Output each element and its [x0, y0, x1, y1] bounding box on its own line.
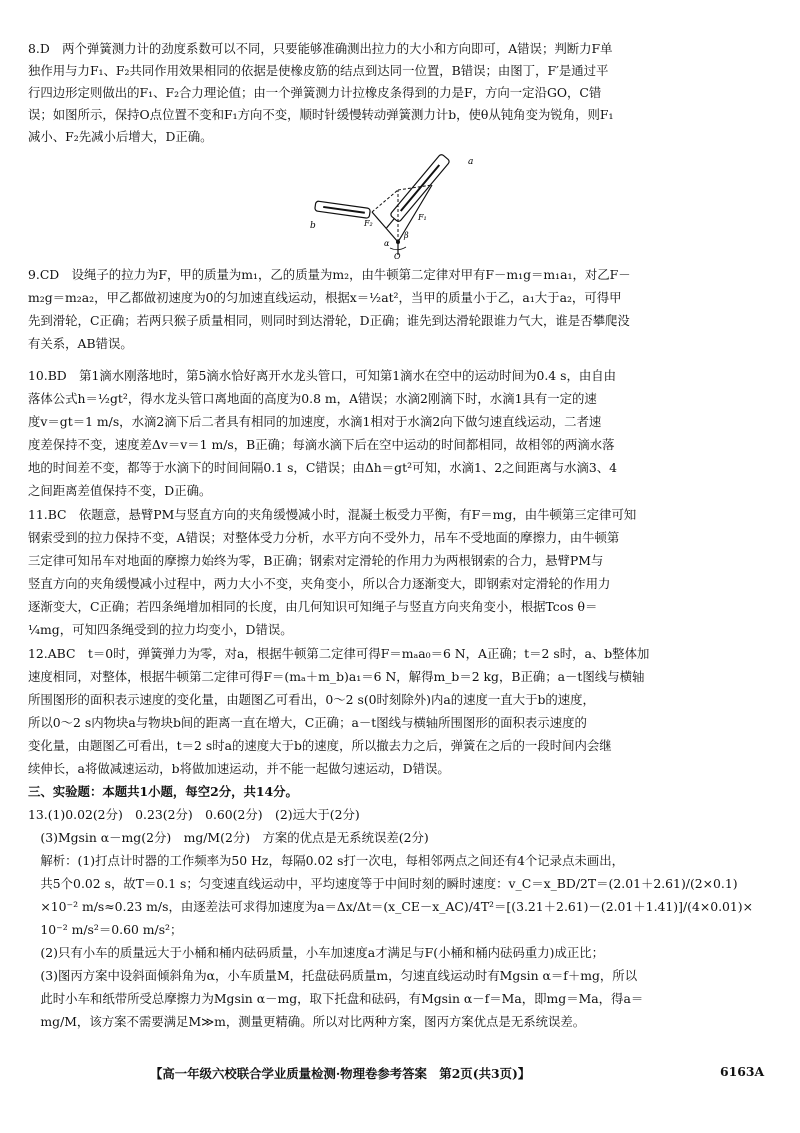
text-line: 之间距离差值保持不变，D正确。 [28, 483, 212, 498]
text-line: 有关系，AB错误。 [28, 336, 133, 351]
footer-code: 6163A [720, 1064, 765, 1079]
label-F2: F₂ [364, 219, 373, 228]
spring-scale-b [315, 201, 371, 219]
text-line: (3)Mgsin α－mg(2分) mg/M(2分) 方案的优点是无系统误差(2分) [28, 830, 429, 845]
label-alpha: α [384, 239, 390, 248]
label-beta: β [404, 231, 409, 240]
text-line: 钢索受到的拉力保持不变，A错误；对整体受力分析，水平方向不受外力，吊车不受地面的摩擦力，由牛顿第 [28, 530, 620, 545]
text-line: 13.(1)0.02(2分) 0.23(2分) 0.60(2分) (2)远大于(2分) [28, 807, 360, 822]
text-line: 10.BD 第1滴水刚落地时，第5滴水恰好离开水龙头管口，可知第1滴水在空中的运动时间为0.4 s，由自由 [28, 368, 617, 383]
text-line: mg/M，该方案不需要满足M≫m，测量更精确。所以对比两种方案，图丙方案优点是无系统误差。 [28, 1014, 586, 1029]
label-b: b [310, 221, 316, 231]
text-line: 所以0～2 s内物块a与物块b间的距离一直在增大，C正确；a－t图线与横轴所围图形的面积表示速度的 [28, 715, 587, 730]
text-line: 续伸长，a将做减速运动，b将做加速运动，并不能一起做匀速运动，D错误。 [28, 761, 450, 776]
footer-title: 【高一年级六校联合学业质量检测·物理卷参考答案 第2页(共3页)】 [150, 1066, 531, 1081]
text-line: 度v＝gt＝1 m/s，水滴2滴下后二者具有相同的加速度，水滴1相对于水滴2向下做匀速直线运动，二者速 [28, 414, 602, 429]
text-line: (2)只有小车的质量远大于小桶和桶内砝码质量，小车加速度a才满足与F(小桶和桶内砝码重力)成正比； [28, 945, 605, 960]
text-line: 解析：(1)打点计时器的工作频率为50 Hz，每隔0.02 s打一次电，每相邻两点之间还有4个记录点未画出， [28, 853, 624, 868]
text-line: 减小、F₂先减小后增大，D正确。 [28, 129, 213, 144]
text-line: 先到滑轮，C正确；若两只猴子质量相同，则同时到达滑轮，D正确；谁先到达滑轮跟谁力气大，谁是否攀爬没 [28, 313, 630, 328]
text-line: ×10⁻² m/s≈0.23 m/s，由逐差法可求得加速度为a＝Δx/Δt＝(x_CE－x_AC)/4T²＝[(3.21＋2.61)－(2.01＋1.41)]/(4×0.01)× [28, 899, 754, 914]
text-line: 行四边形定则做出的F₁、F₂合力理论值；由一个弹簧测力计拉橡皮条得到的力是F，方向一定沿GO，C错 [28, 85, 602, 100]
text-line: 8.D 两个弹簧测力计的劲度系数可以不同，只要能够准确测出拉力的大小和方向即可，A错误；判断力F单 [28, 41, 613, 56]
text-line: 共5个0.02 s，故T＝0.1 s；匀变速直线运动中，平均速度等于中间时刻的瞬时速度：v_C＝x_BD/2T＝(2.01＋2.61)/(2×0.1) [28, 876, 738, 891]
label-O: O [394, 252, 401, 260]
text-line: 速度相同，对整体，根据牛顿第二定律可得F＝(mₐ＋m_b)a₁＝6 N，解得m_b＝2 kg，B正确；a－t图线与横轴 [28, 669, 645, 684]
text-line: m₂g＝m₂a₂，甲乙都做初速度为0的匀加速直线运动，根据x＝½at²，当甲的质量小于乙，a₁大于a₂，可得甲 [28, 290, 622, 305]
text-line: 竖直方向的夹角缓慢减小过程中，两力大小不变，夹角变小，所以合力逐渐变大，即钢索对定滑轮的作用力 [28, 576, 611, 591]
text-line: 变化量，由题图乙可看出，t＝2 s时a的速度大于b的速度，所以撤去力之后，弹簧在之后的一段时间内会继 [28, 738, 612, 753]
text-line: 12.ABC t＝0时，弹簧弹力为零，对a，根据牛顿第二定律可得F＝mₐa₀＝6 N，A正确；t＝2 s时，a、b整体加 [28, 646, 650, 661]
text-line: 误；如图所示，保持O点位置不变和F₁方向不变，顺时针缓慢转动弹簧测力计b，使θ从钝角变为锐角，则F₁ [28, 107, 614, 122]
text-line: (3)图丙方案中设斜面倾斜角为α，小车质量M，托盘砝码质量m，匀速直线运动时有Mgsin α＝f＋mg，所以 [28, 968, 638, 983]
text-line: 独作用与力F₁、F₂共同作用效果相同的依据是使橡皮筋的结点到达同一位置，B错误；由图丁，F′是通过平 [28, 63, 609, 78]
text-line: ¼mg，可知四条绳受到的拉力均变小，D错误。 [28, 622, 293, 637]
text-line: 11.BC 依题意，悬臂PM与竖直方向的夹角缓慢减小时，混凝土板受力平衡，有F＝mg，由牛顿第三定律可知 [28, 507, 637, 522]
text-line: 地的时间差不变，都等于水滴下的时间间隔0.1 s，C错误；由Δh＝gt²可知，水滴1、2之间距离与水滴3、4 [28, 460, 618, 475]
label-F1: F₁ [418, 213, 427, 222]
text-line: 三定律可知吊车对地面的摩擦力始终为零，B正确；钢索对定滑轮的作用力为两根钢索的合力，悬臂PM与 [28, 553, 604, 568]
text-line: 度差保持不变，速度差Δv＝v＝1 m/s，B正确；每滴水滴下后在空中运动的时间都相同，故相邻的两滴水落 [28, 437, 615, 452]
text-line: 三、实验题：本题共1小题，每空2分，共14分。 [28, 784, 298, 799]
text-line: 落体公式h＝½gt²，得水龙头管口离地面的高度为0.8 m，A错误；水滴2刚滴下时，水滴1具有一定的速 [28, 391, 597, 406]
text-line: 10⁻² m/s²＝0.60 m/s²； [28, 922, 183, 937]
text-line: 逐渐变大，C正确；若四条绳增加相同的长度，由几何知识可知绳子与竖直方向夹角变小，根据Tcos θ＝ [28, 599, 598, 614]
label-a: a [468, 157, 474, 167]
text-line: 所围图形的面积表示速度的变化量，由题图乙可看出，0～2 s(0时刻除外)内a的速度一直大于b的速度， [28, 692, 595, 707]
text-line: 此时小车和纸带所受总摩擦力为Mgsin α－mg，取下托盘和砝码，有Mgsin α－f＝Ma，即mg＝Ma，得a＝ [28, 991, 644, 1006]
force-diagram [300, 150, 500, 260]
text-line: 9.CD 设绳子的拉力为F，甲的质量为m₁，乙的质量为m₂，由牛顿第二定律对甲有F－m₁g＝m₁a₁，对乙F－ [28, 267, 631, 282]
spring-scale-a [382, 154, 450, 232]
